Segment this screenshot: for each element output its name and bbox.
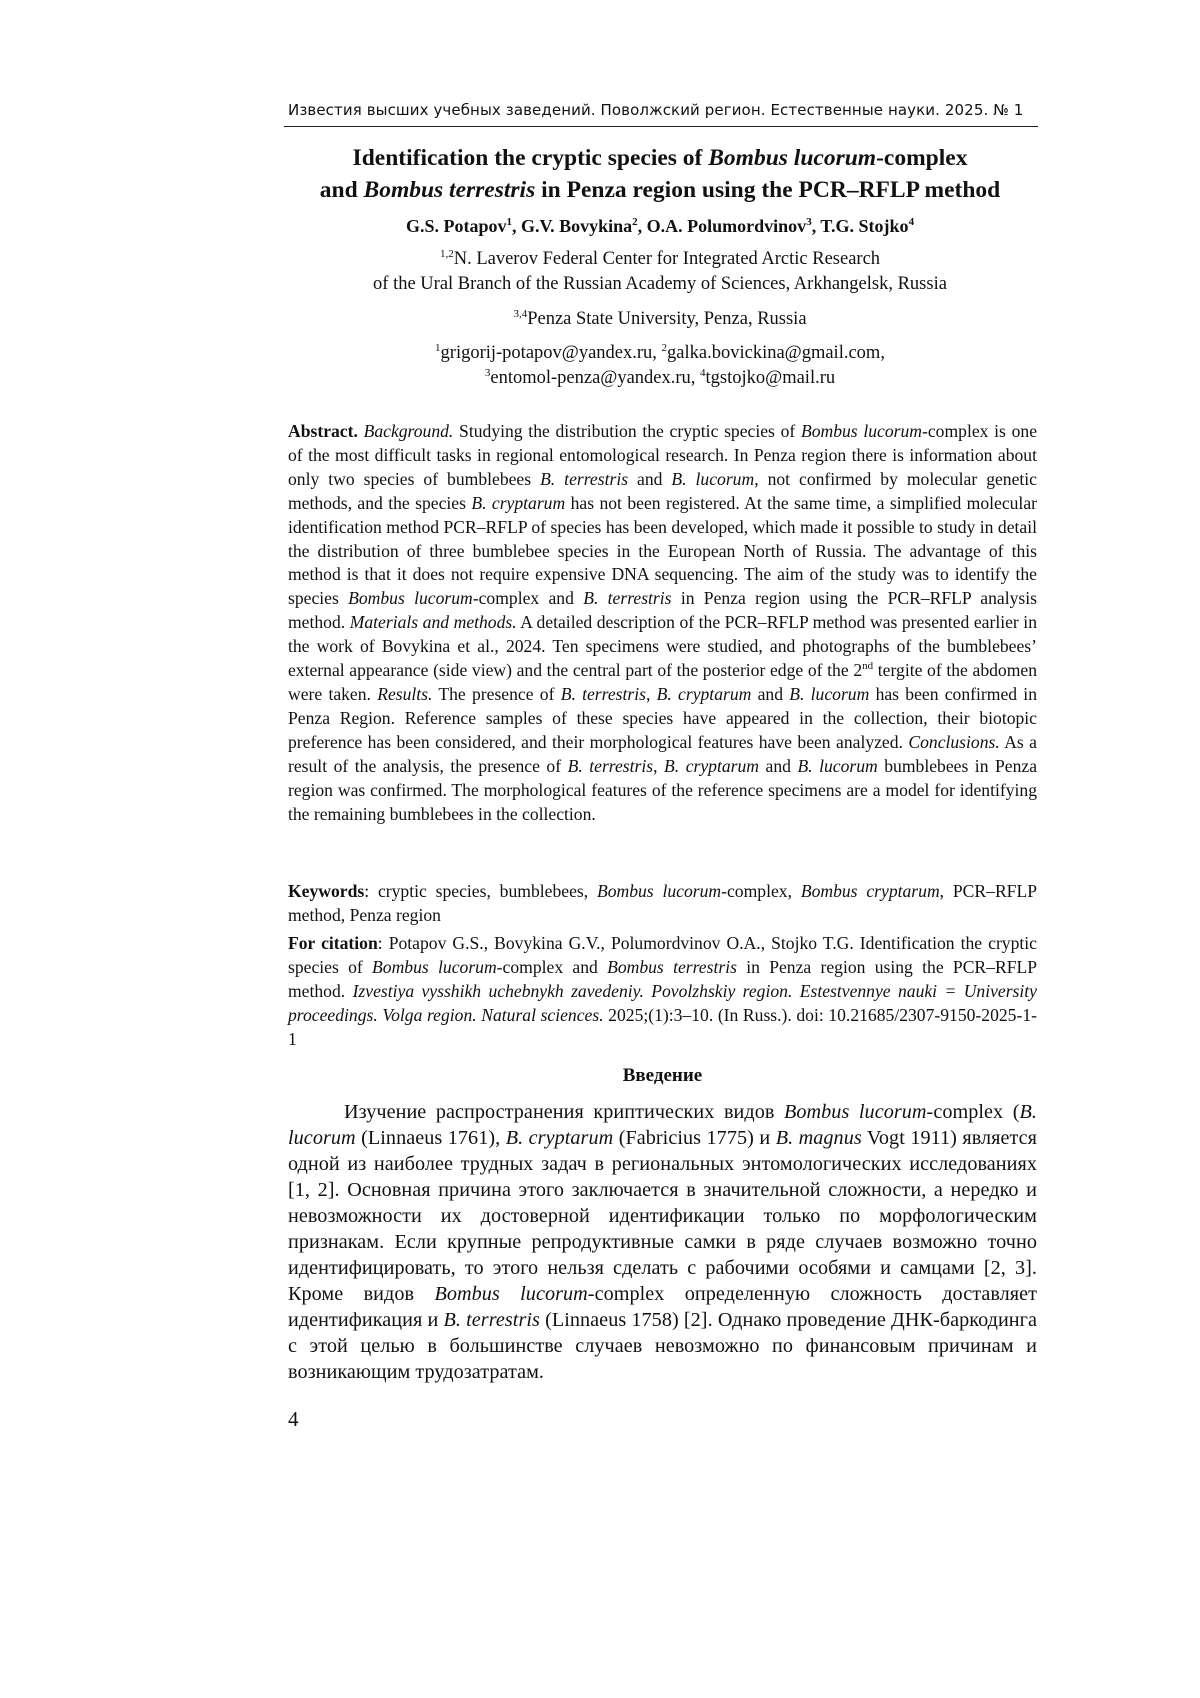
email-mark: 2	[661, 341, 668, 354]
species-name: B. terrestris	[583, 588, 672, 609]
article-title	[260, 142, 1060, 206]
email-mark: 3	[484, 366, 491, 379]
author-affiliation-mark: 4	[908, 216, 915, 228]
abstract-text: A detailed description of the PCR–RFLP method was presented earlier in the work of Bovykina et al., 2024. Ten specimens were studied, and photographs of the bumblebees’ external appearance (side view) and the central part of the posterior edge of the 2	[288, 612, 1037, 681]
body-text: Vogt 1911) является одной из наиболее трудных задач в региональных энтомологических исследованиях [1, 2]. Основная причина этого заключается в значительной сложности, а нередко и невозможности их достоверной идентификации только по морфологическим признакам. Если крупные репродуктивные самки в ряде случаев возможно точно идентифицировать, то этого нельзя сделать с рабочими особями и самцами [2, 3]. Кроме видов	[288, 1127, 1037, 1305]
body-text: -complex (	[926, 1101, 1020, 1123]
body-text: Изучение распространения криптических видов	[344, 1101, 784, 1123]
abstract-text: and	[628, 468, 672, 489]
species-name: B. terrestris	[540, 468, 629, 489]
author-affiliation-mark: 1	[506, 216, 512, 228]
citation-text: : Potapov G.S., Bovykina G.V., Polumordvinov O.A., Stojko T.G. Identification the cryptic species of	[288, 933, 1037, 977]
abstract-text: bumblebees in Penza region was confirmed. The morphological features of the reference specimens are a model for identifying the remaining bumblebees in the collection.	[288, 755, 1038, 824]
affiliation-mark: 1,2	[439, 247, 454, 260]
abstract-label: Abstract.	[288, 421, 358, 441]
abstract-text: Studying the distribution the cryptic species of	[453, 421, 801, 441]
species-name: Bombus lucorum	[800, 421, 923, 441]
author-affiliation-mark: 3	[806, 216, 812, 228]
affiliation-text: Penza State University, Penza, Russia	[527, 309, 807, 329]
body-text: (Linnaeus 1761),	[355, 1127, 506, 1149]
email-mark: 4	[700, 366, 706, 379]
abstract-section-label: Conclusions.	[908, 731, 1000, 752]
affiliation-text: N. Laverov Federal Center for Integrated Arctic Research	[453, 249, 881, 269]
abstract-text: and	[759, 755, 798, 776]
email-address[interactable]: galka.bovickina@gmail.com,	[667, 343, 885, 363]
author-name: O.A. Polumordvinov	[646, 216, 807, 236]
species-name: B. terrestris	[567, 755, 654, 776]
abstract-text: in Penza region using the PCR–RFLP analysis method.	[288, 588, 1037, 633]
species-name: Bombus lucorum	[784, 1101, 927, 1123]
affiliation-2	[260, 307, 1060, 332]
species-name: B. magnus	[775, 1127, 862, 1149]
species-name: B. terrestris	[443, 1309, 540, 1331]
species-name: Bombus terrestris	[607, 956, 737, 977]
page-number: 4	[288, 1407, 299, 1431]
author-separator: ,	[637, 216, 647, 236]
abstract-text: ,	[645, 683, 657, 704]
affiliation-1	[260, 247, 1060, 297]
affiliation-mark: 3,4	[513, 307, 528, 320]
abstract-text: has been confirmed in Penza Region. Reference samples of these species have appeared in the collection, their biotopic preference has been considered, and their morphological features have been analyzed.	[288, 683, 1037, 752]
title-text: and	[319, 177, 364, 203]
citation	[288, 932, 1037, 1052]
abstract-section-label: Results.	[377, 683, 433, 704]
title-text: -complex	[876, 145, 968, 171]
keywords	[288, 880, 1037, 928]
title-species: Bombus lucorum	[708, 145, 877, 171]
running-head: Известия высших учебных заведений. Поволжский регион. Естественные науки. 2025. № 1	[288, 101, 1024, 119]
species-name: B. cryptarum	[505, 1127, 614, 1149]
keywords-text: : cryptic species, bumblebees,	[364, 881, 597, 901]
author-emails	[260, 341, 1060, 391]
species-name: B. lucorum	[288, 1101, 1037, 1149]
introduction-paragraph	[288, 1099, 1037, 1385]
title-text: in Penza region using the PCR–RFLP method	[535, 177, 1001, 203]
author-name: G.V. Bovykina	[520, 216, 633, 236]
email-address[interactable]: grigorij-potapov@yandex.ru,	[440, 343, 662, 363]
affiliation-text: of the Ural Branch of the Russian Academy of Sciences, Arkhangelsk, Russia	[373, 274, 947, 294]
species-name: Bombus cryptarum	[800, 881, 940, 901]
species-name: B. cryptarum	[664, 755, 759, 776]
abstract-section-label: Materials and methods.	[349, 612, 517, 633]
email-address[interactable]: entomol-penza@yandex.ru,	[490, 368, 701, 388]
author-name: G.S. Potapov	[405, 216, 507, 236]
body-text: (Fabricius 1775) и	[613, 1127, 776, 1149]
author-affiliation-mark: 2	[632, 216, 638, 228]
keywords-text: -complex,	[721, 881, 801, 901]
title-species: Bombus terrestris	[363, 177, 536, 203]
author-list	[260, 214, 1060, 238]
citation-text: -complex and	[496, 956, 608, 977]
species-name: B. lucorum	[789, 683, 870, 704]
species-name: B. lucorum	[671, 468, 755, 489]
species-name: B. cryptarum	[471, 492, 566, 513]
email-mark: 1	[435, 341, 441, 354]
keywords-text: , PCR–RFLP method, Penza region	[288, 881, 1037, 925]
title-text: Identification the cryptic species of	[352, 145, 709, 171]
abstract-text: ,	[653, 755, 665, 776]
abstract-text: tergite of the abdomen were taken.	[288, 660, 1037, 704]
abstract-section-label: Background.	[363, 421, 454, 441]
abstract	[288, 420, 1037, 826]
section-heading: Введение	[622, 1065, 703, 1086]
body-text: -complex определенную сложность доставляет идентификация и	[288, 1283, 1037, 1331]
species-name: Bombus lucorum	[434, 1283, 588, 1305]
abstract-text: -complex is one of the most difficult tasks in regional entomological research. In Penza region there is information about only two species of bumblebees	[288, 421, 1038, 489]
citation-label: For citation	[288, 933, 378, 953]
author-name: T.G. Stojko	[820, 216, 909, 236]
abstract-text: -complex and	[472, 588, 584, 609]
keywords-label: Keywords	[288, 881, 365, 901]
species-name: B. cryptarum	[656, 683, 752, 704]
abstract-text: As a result of the analysis, the presence of	[288, 731, 1037, 776]
journal-name: Izvestiya vysshikh uchebnykh zavedeniy. Povolzhskiy region. Estestvennye nauki = University proceedings. Volga region. Natural sciences.	[288, 980, 1037, 1025]
species-name: B. lucorum	[797, 755, 878, 776]
citation-text: 2025;(1):3–10. (In Russ.). doi: 10.21685/2307-9150-2025-1-1	[288, 1004, 1037, 1049]
header-rule	[284, 126, 1038, 127]
species-name: Bombus lucorum	[596, 881, 722, 901]
author-separator: ,	[511, 216, 521, 236]
species-name: Bombus lucorum	[372, 956, 497, 977]
author-separator: ,	[811, 216, 821, 236]
ordinal-suffix: nd	[862, 660, 874, 673]
abstract-text: The presence of	[432, 683, 561, 704]
species-name: Bombus lucorum	[348, 588, 473, 609]
abstract-text: , not confirmed by molecular genetic methods, and the species	[288, 468, 1037, 513]
abstract-text: and	[751, 683, 790, 704]
species-name: B. terrestris	[560, 683, 646, 704]
abstract-text: has not been registered. At the same time, a simplified molecular identification method PCR–RFLP of species has been developed, which made it possible to study in detail the distribution of three bumblebee species in the European North of Russia. The advantage of this method is that it does not require expensive DNA sequencing. The aim of the study was to identify the species	[288, 492, 1037, 609]
body-text: (Linnaeus 1758) [2]. Однако проведение ДНК-баркодинга с этой целью в большинстве случаев невозможно по финансовым причинам и возникающим трудозатратам.	[288, 1309, 1038, 1383]
citation-text: in Penza region using the PCR–RFLP method.	[288, 956, 1038, 1001]
email-address[interactable]: tgstojko@mail.ru	[705, 368, 836, 388]
